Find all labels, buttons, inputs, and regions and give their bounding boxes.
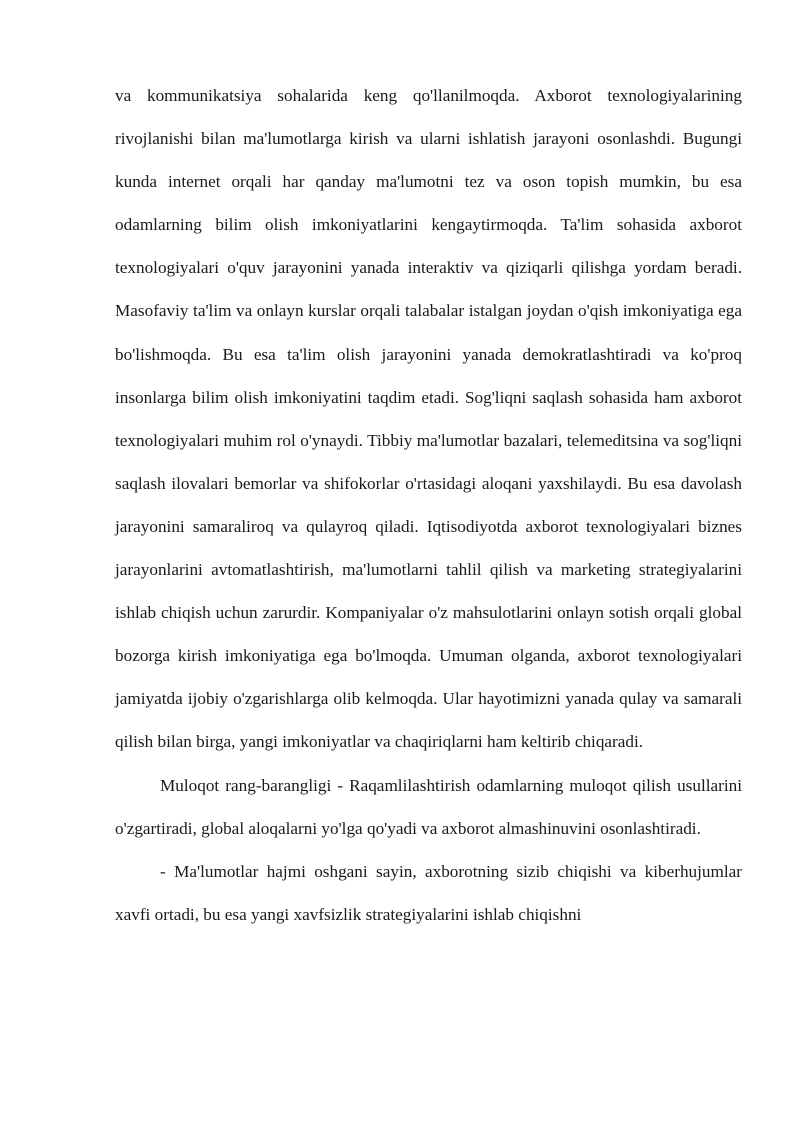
document-page [115,74,742,936]
body-paragraph-1: va kommunikatsiya sohalarida keng qo'llanilmoqda. Axborot texnologiyalarining rivojlanishi bilan ma'lumotlarga kirish va ularni ishlatish jarayoni osonlashdi. Bugungi kunda internet orqali har qanday ma'lumotni tez va oson topish mumkin, bu esa odamlarning bilim olish imkoniyatlarini kengaytirmoqda. Ta'lim sohasida axborot texnologiyalari o'quv jarayonini yanada interaktiv va qiziqarli qilishga yordam beradi. Masofaviy ta'lim va onlayn kurslar orqali talabalar istalgan joydan o'qish imkoniyatiga ega bo'lishmoqda. Bu esa ta'lim olish jarayonini yanada demokratlashtiradi va ko'proq insonlarga bilim olish imkoniyatini taqdim etadi. Sog'liqni saqlash sohasida ham axborot texnologiyalari muhim rol o'ynaydi. Tibbiy ma'lumotlar bazalari, telemeditsina va sog'liqni saqlash ilovalari bemorlar va shifokorlar o'rtasidagi aloqani yaxshilaydi. Bu esa davolash jarayonini samaraliroq va qulayroq qiladi. Iqtisodiyotda axborot texnologiyalari biznes jarayonlarini avtomatlashtirish, ma'lumotlarni tahlil qilish va marketing strategiyalarini ishlab chiqish uchun zarurdir. Kompaniyalar o'z mahsulotlarini onlayn sotish orqali global bozorga kirish imkoniyatiga ega bo'lmoqda. Umuman olganda, axborot texnologiyalari jamiyatda ijobiy o'zgarishlarga olib kelmoqda. Ular hayotimizni yanada qulay va samarali qilish bilan birga, yangi imkoniyatlar va chaqiriqlarni ham keltirib chiqaradi. [115,86,742,752]
body-paragraph-2: Muloqot rang-barangligi - Raqamlilashtirish odamlarning muloqot qilish usullarini o'zgartiradi, global aloqalarni yo'lga qo'yadi va axborot almashinuvini osonlashtiradi. [115,775,742,838]
body-paragraph-3: - Ma'lumotlar hajmi oshgani sayin, axborotning sizib chiqishi va kiberhujumlar xavfi ortadi, bu esa yangi xavfsizlik strategiyalarini ishlab chiqishni [115,861,742,924]
